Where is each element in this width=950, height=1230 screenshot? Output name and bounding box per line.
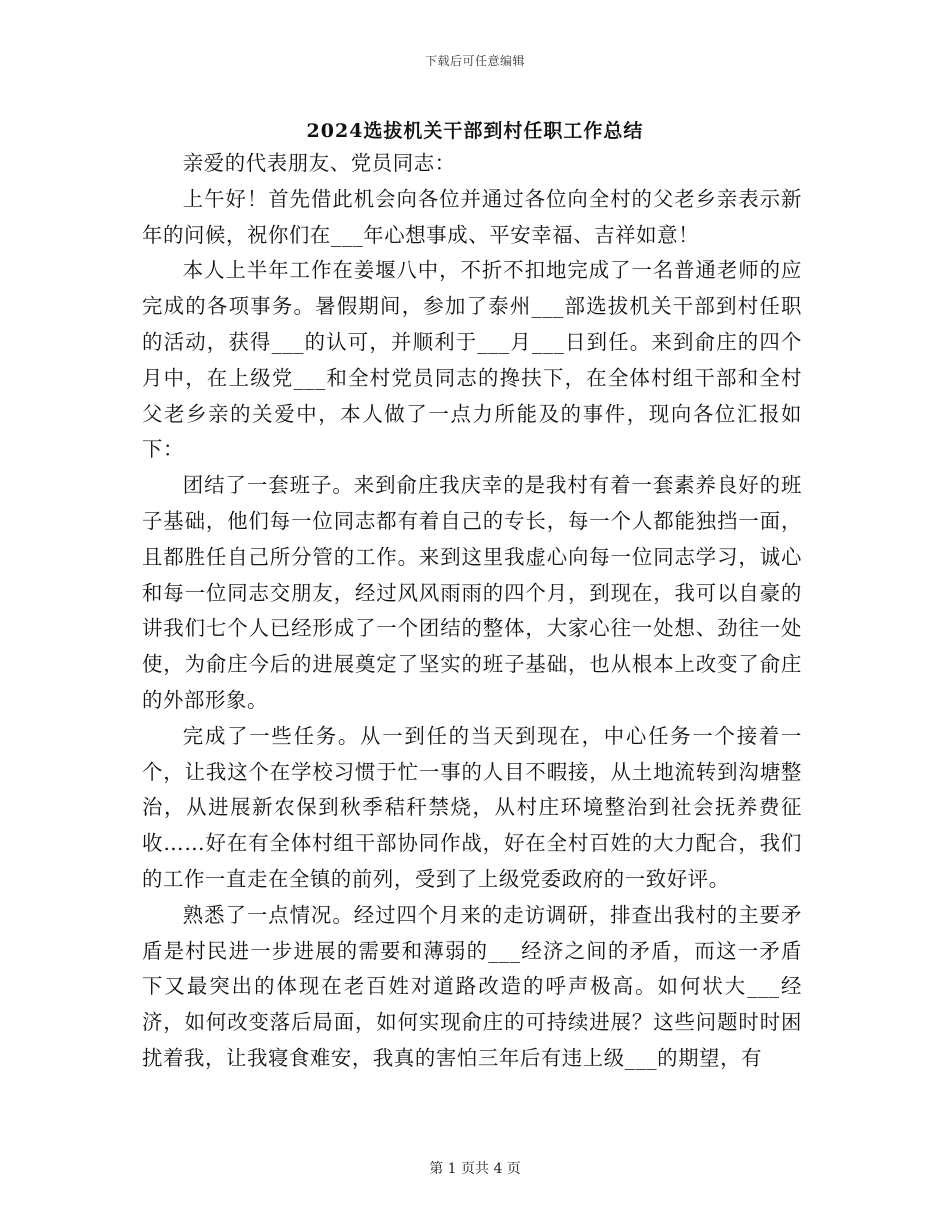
greeting-paragraph: 上午好！首先借此机会向各位并通过各位向全村的父老乡亲表示新年的问候，祝你们在___年心想事成、平安幸福、吉祥如意！ bbox=[142, 186, 802, 247]
situation-paragraph: 熟悉了一点情况。经过四个月来的走访调研，排查出我村的主要矛盾是村民进一步进展的需要和薄弱的___经济之间的矛盾，而这一矛盾下又最突出的体现在老百姓对道路改造的呼声极高。如何状大___经济，如何改变落后局面，如何实现俞庄的可持续进展？这些问题时时困扰着我，让我寝食难安，我真的害怕三年后有违上级___的期望，有 bbox=[142, 902, 802, 1070]
salutation-paragraph: 亲爱的代表朋友、党员同志： bbox=[182, 151, 456, 175]
document-title: 2024选拔机关干部到村任职工作总结 bbox=[306, 120, 644, 142]
header-note: 下载后可任意编辑 bbox=[424, 54, 525, 68]
team-paragraph: 团结了一套班子。来到俞庄我庆幸的是我村有着一套素养良好的班子基础，他们每一位同志都有着自己的专长，每一个人都能独挡一面，且都胜任自己所分管的工作。来到这里我虚心向每一位同志学习，诚心和每一位同志交朋友，经过风风雨雨的四个月，到现在，我可以自豪的讲我们七个人已经形成了一个团结的整体，大家心往一处想、劲往一处使，为俞庄今后的进展奠定了坚实的班子基础，也从根本上改变了俞庄的外部形象。 bbox=[142, 473, 802, 712]
document-body bbox=[142, 146, 802, 1077]
page-number: 第 1 页共 4 页 bbox=[429, 1161, 521, 1177]
intro-paragraph: 本人上半年工作在姜堰八中，不折不扣地完成了一名普通老师的应完成的各项事务。暑假期间，参加了泰州___部选拔机关干部到村任职的活动，获得___的认可，并顺利于___月___日到任。来到俞庄的四个月中，在上级党___和全村党员同志的搀扶下，在全体村组干部和全村父老乡亲的关爱中，本人做了一点力所能及的事件，现向各位汇报如下： bbox=[142, 258, 802, 462]
tasks-paragraph: 完成了一些任务。从一到任的当天到现在，中心任务一个接着一个，让我这个在学校习惯于忙一事的人目不暇接，从土地流转到沟塘整治，从进展新农保到秋季秸秆禁烧，从村庄环境整治到社会抚养费征收……好在有全体村组干部协同作战，好在全村百姓的大力配合，我们的工作一直走在全镇的前列，受到了上级党委政府的一致好评。 bbox=[142, 723, 802, 891]
